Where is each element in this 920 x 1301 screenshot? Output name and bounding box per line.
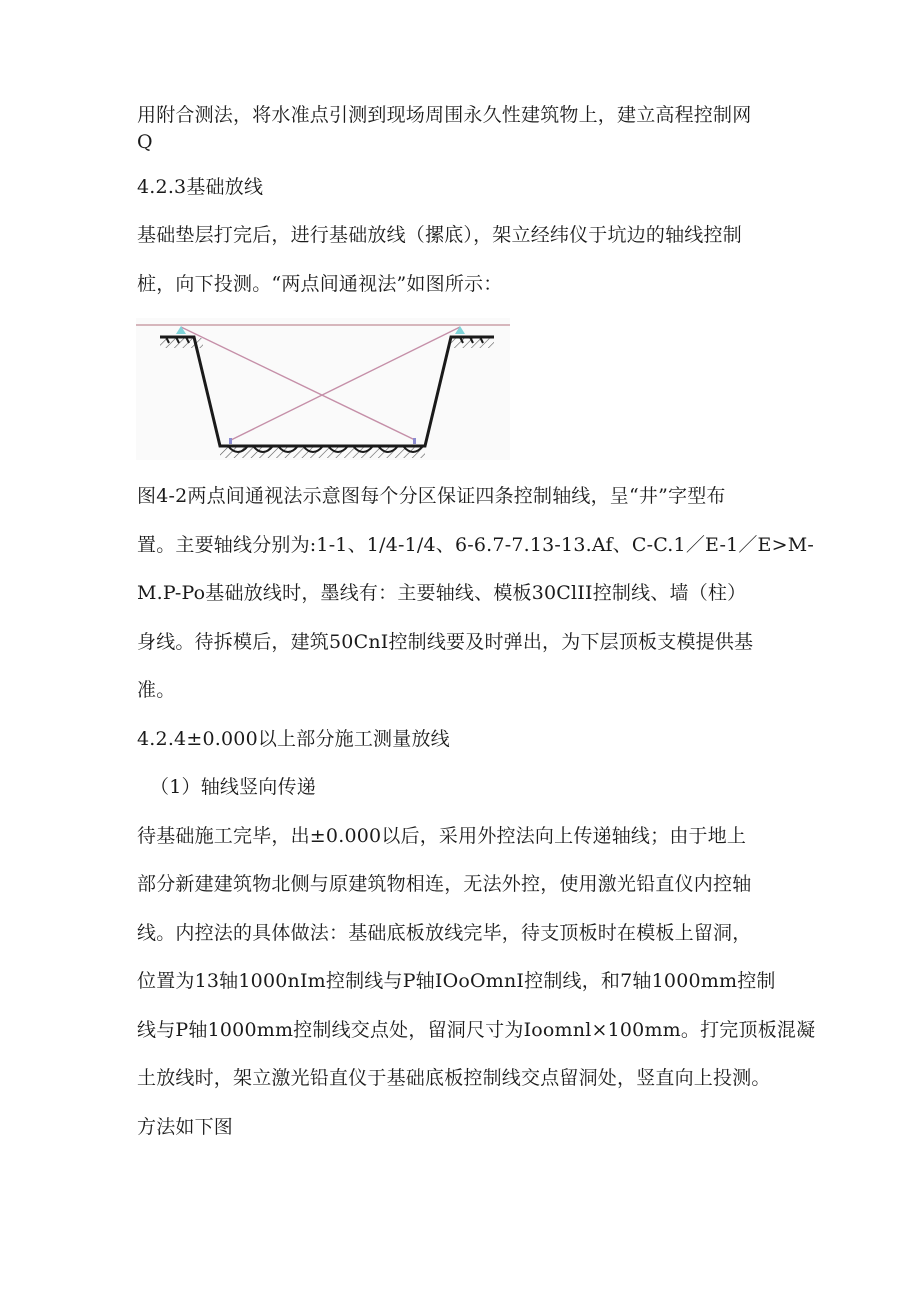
section-423-para-line-2: 桩，向下投测。“两点间通视法”如图所示： <box>137 273 503 295</box>
paragraph-1-line-2: Q <box>137 131 153 153</box>
two-point-sighting-diagram <box>136 318 510 460</box>
section-423-heading: 4.2.3基础放线 <box>137 176 264 198</box>
section-424-para-line-3: 线。内控法的具体做法：基础底板放线完毕，待支顶板时在模板上留洞， <box>137 922 752 944</box>
caption-line-5: 准。 <box>137 679 176 701</box>
section-424-para-line-2: 部分新建建筑物北侧与原建筑物相连，无法外控，使用激光铅直仪内控轴 <box>137 873 752 895</box>
caption-line-2: 置。主要轴线分别为:1-1、1/4-1/4、6-6.7-7.13-13.Af、C-C.1／E-1／E>M- <box>137 534 815 556</box>
section-424-para-line-1: 待基础施工完毕，出±0.000以后，采用外控法向上传递轴线；由于地上 <box>137 825 747 847</box>
section-423-para-line-1: 基础垫层打完后，进行基础放线（摞底），架立经纬仪于坑边的轴线控制 <box>137 224 742 246</box>
section-424-para-line-5: 线与P轴1000mm控制线交点处，留洞尺寸为Ioomnl×100mm。打完顶板混凝 <box>137 1019 816 1041</box>
caption-line-3: M.P-Po基础放线时，墨线有：主要轴线、模板30ClII控制线、墙（柱） <box>137 582 747 604</box>
section-424-para-line-7: 方法如下图 <box>137 1116 234 1138</box>
paragraph-1-line-1: 用附合测法，将水准点引测到现场周围永久性建筑物上，建立高程控制网 <box>137 104 752 126</box>
section-424-subheading: （1）轴线竖向传递 <box>150 776 316 798</box>
bottom-marker-left <box>229 438 232 444</box>
caption-line-1: 图4-2两点间通视法示意图每个分区保证四条控制轴线，呈“井”字型布 <box>137 485 726 507</box>
section-424-para-line-4: 位置为13轴1000nIm控制线与P轴IOoOmnI控制线，和7轴1000mm控制 <box>137 970 776 992</box>
caption-line-4: 身线。待拆模后，建筑50CnI控制线要及时弹出，为下层顶板支模提供基 <box>137 631 754 653</box>
section-424-para-line-6: 土放线时，架立激光铅直仪于基础底板控制线交点留洞处，竖直向上投测。 <box>137 1067 771 1089</box>
section-424-heading: 4.2.4±0.000以上部分施工测量放线 <box>137 728 450 750</box>
bottom-marker-right <box>413 438 416 444</box>
